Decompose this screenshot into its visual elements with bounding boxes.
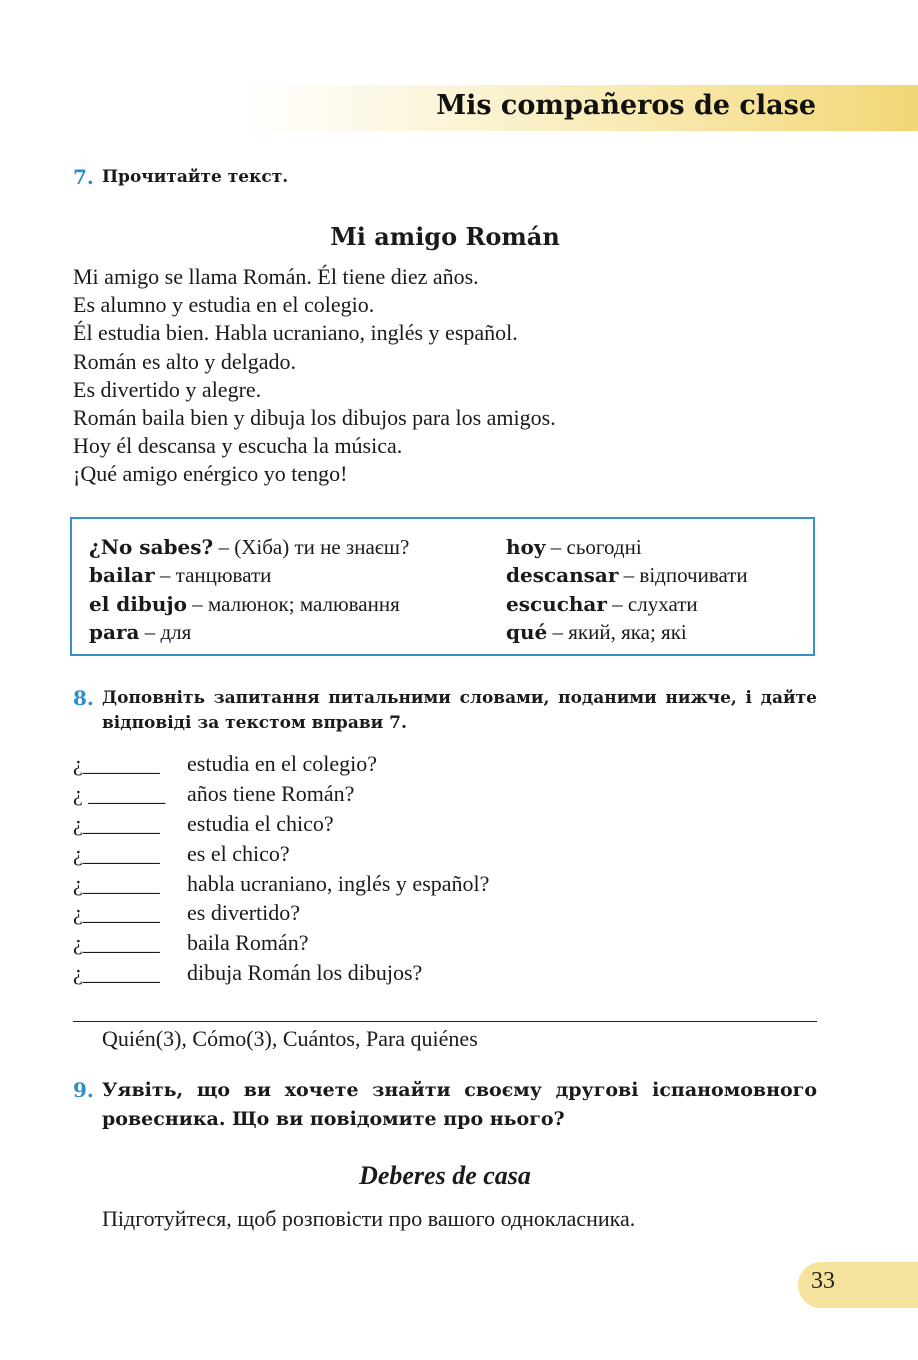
vocab-term: descansar [506, 563, 619, 588]
homework-title: Deberes de casa [359, 1161, 531, 1190]
vocab-term: bailar [89, 563, 155, 588]
vocab-entry [89, 533, 409, 561]
vocab-term: para [89, 619, 140, 644]
vocab-entry [89, 618, 409, 646]
vocabulary-left-column [89, 533, 409, 646]
word-bank: Quién(3), Cómo(3), Cuántos, Para quiénes [102, 1026, 478, 1051]
page-number: 33 [811, 1268, 835, 1294]
answer-blank: ¿_______ [73, 751, 160, 776]
question-text: estudia el chico? [187, 810, 334, 836]
task-7 [73, 165, 817, 190]
question-text: dibuja Román los dibujos? [187, 960, 423, 986]
task-9 [73, 1076, 817, 1134]
task-instruction: Доповніть запитання питальними словами, поданими нижче, і дайте відповіді за текстом вправи 7. [102, 688, 817, 733]
vocab-entry [506, 618, 748, 646]
vocab-term: el dibujo [89, 591, 187, 616]
divider-line [73, 1021, 817, 1022]
reading-line: Es divertido y alegre. [73, 376, 262, 402]
task-8 [73, 686, 817, 736]
answer-blank: ¿_______ [73, 930, 160, 956]
task-instruction: Уявіть, що ви хочете знайти своєму другові іспаномовного ровесника. Що ви повідомите про нього? [102, 1079, 817, 1130]
answer-blank: ¿ _______ [73, 780, 166, 806]
vocab-entry [506, 561, 748, 589]
vocab-term: escuchar [506, 591, 607, 616]
reading-line: Román es alto y delgado. [73, 348, 297, 374]
reading-line: Hoy él descansa y escucha la música. [73, 433, 403, 459]
question-text: habla ucraniano, inglés y español? [187, 870, 490, 896]
vocab-entry [506, 533, 748, 561]
answer-blank: ¿_______ [73, 900, 160, 926]
answer-blank: ¿_______ [73, 840, 160, 866]
question-text: es el chico? [187, 840, 290, 866]
vocab-translation: – (Хіба) ти не знаєш? [213, 535, 410, 559]
reading-line: Es alumno y estudia en el colegio. [73, 292, 375, 318]
answer-blank: ¿_______ [73, 810, 160, 836]
page-header-title: Mis compañeros de clase [436, 90, 816, 121]
reading-text [73, 263, 556, 489]
vocab-translation: – слухати [606, 591, 698, 616]
task-number: 9. [73, 1078, 94, 1102]
vocab-translation: – для [139, 619, 192, 644]
vocabulary-right-column [506, 533, 748, 646]
reading-line: Él estudia bien. Habla ucraniano, inglés y español. [73, 320, 518, 346]
vocab-translation: – який, яка; які [547, 619, 687, 644]
vocab-term: ¿No sabes? [89, 535, 214, 559]
question-text: estudia en el colegio? [187, 751, 377, 776]
vocab-translation: – танцювати [154, 563, 272, 588]
vocab-translation: – малюнок; малювання [186, 591, 400, 616]
reading-line: Mi amigo se llama Román. Él tiene diez años. [73, 264, 479, 289]
vocabulary-box [70, 517, 815, 656]
question-text: baila Román? [187, 930, 309, 956]
vocab-translation: – сьогодні [545, 535, 642, 559]
vocab-translation: – відпочивати [618, 563, 748, 588]
vocab-entry [89, 590, 409, 618]
answer-blank: ¿_______ [73, 960, 160, 986]
task-number: 7. [73, 165, 94, 189]
vocab-term: hoy [506, 535, 546, 559]
task-instruction: Прочитайте текст. [102, 167, 289, 187]
question-text: es divertido? [187, 900, 301, 926]
vocab-entry [89, 561, 409, 589]
answer-blank: ¿_______ [73, 870, 160, 896]
homework-text: Підготуйтеся, щоб розповісти про вашого однокласника. [102, 1206, 636, 1231]
vocab-term: qué [506, 619, 548, 644]
reading-title: Mi amigo Román [330, 222, 560, 251]
reading-line: ¡Qué amigo enérgico yo tengo! [73, 461, 348, 487]
vocab-entry [506, 590, 748, 618]
question-text: años tiene Román? [187, 780, 355, 806]
task-number: 8. [73, 686, 94, 710]
reading-line: Román baila bien y dibuja los dibujos para los amigos. [73, 404, 556, 430]
